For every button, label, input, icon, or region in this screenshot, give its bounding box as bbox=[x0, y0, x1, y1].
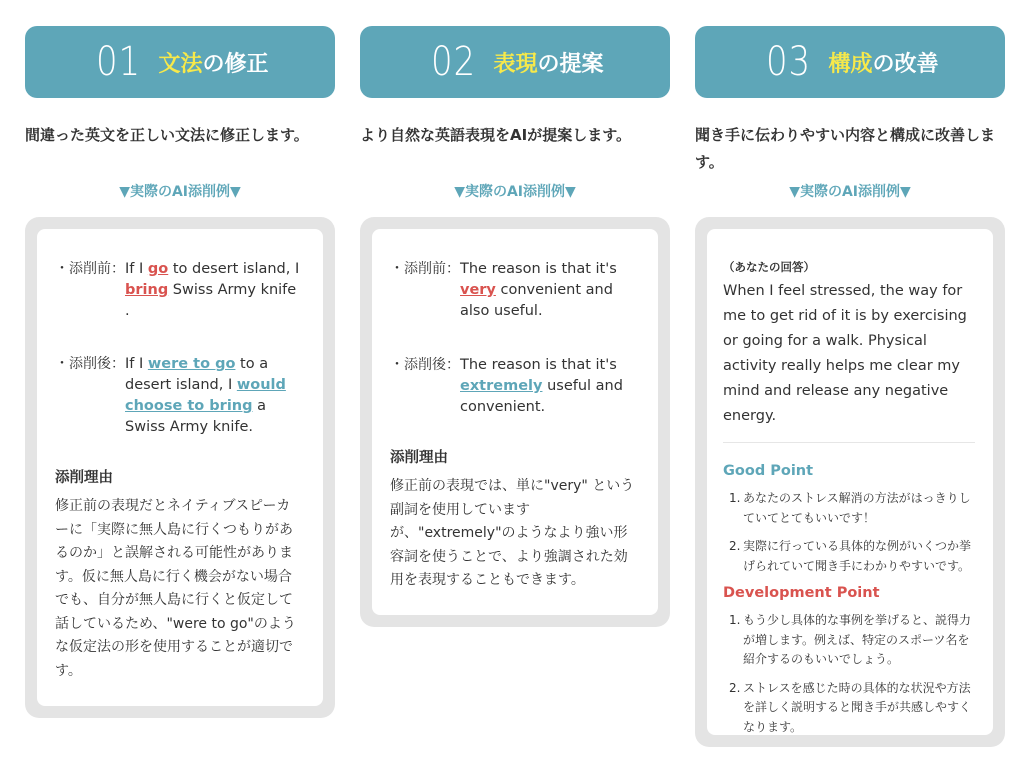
reason-text: 修正前の表現では、単に"very" という副詞を使用していますが、"extremely"のようなより強い形容詞を使うことで、より強調された効用を表現することもできます。 bbox=[390, 478, 635, 588]
example-card bbox=[37, 229, 323, 706]
development-point-list bbox=[723, 611, 975, 737]
example-frame bbox=[360, 217, 670, 627]
text-part: to desert island, I bbox=[168, 261, 300, 277]
text-part: a Swiss Army knife. bbox=[125, 398, 266, 435]
header-title-rest: の提案 bbox=[537, 51, 604, 77]
header-title-highlight: 構成 bbox=[828, 51, 873, 77]
example-frame bbox=[25, 217, 335, 718]
text-part: The reason is that it's bbox=[460, 261, 617, 277]
after-text bbox=[460, 355, 638, 418]
header-number: 01 bbox=[95, 39, 141, 85]
corrected-word: were to go bbox=[147, 356, 236, 372]
example-label: ▼実際のAI添削例▼ bbox=[454, 184, 576, 200]
reason-text: 修正前の表現だとネイティブスピーカーに「実際に無人島に行くつもりがあるのか」と誤解される可能性があります。仮に無人島に行く機会がない場合でも、自分が無人島に行くと仮定して話しているため、"were to go"のような仮定法の形を使用することが適切です。 bbox=[55, 498, 296, 679]
after-tag: ・添削後： bbox=[55, 356, 125, 372]
error-word: bring bbox=[125, 282, 169, 298]
header-expression bbox=[360, 26, 670, 98]
example-card bbox=[707, 229, 993, 735]
item-text: 実際に行っている具体的な例がいくつか挙げられていて聞き手にわかりやすいです。 bbox=[743, 539, 972, 573]
header-title-highlight: 表現 bbox=[493, 51, 538, 77]
text-part: Swiss Army knife . bbox=[125, 282, 297, 319]
after-row bbox=[55, 354, 303, 438]
list-item bbox=[723, 537, 975, 576]
example-label: ▼実際のAI添削例▼ bbox=[789, 184, 911, 200]
good-point-list bbox=[723, 489, 975, 576]
after-text bbox=[125, 354, 303, 438]
development-point-heading: Development Point bbox=[723, 585, 880, 601]
description: より自然な英語表現をAIが提案します。 bbox=[360, 126, 631, 144]
header-number: 03 bbox=[765, 39, 811, 85]
divider bbox=[723, 442, 975, 443]
item-text: もう少し具体的な事例を挙げると、説得力が増します。例えば、特定のスポーツ名を紹介するのもいいでしょう。 bbox=[743, 613, 972, 666]
list-item bbox=[723, 679, 975, 738]
header-title-rest: の修正 bbox=[202, 51, 269, 77]
header-title bbox=[828, 47, 938, 78]
item-text: ストレスを感じた時の具体的な状況や方法を詳しく説明すると聞き手が共感しやすくなります。 bbox=[743, 680, 972, 734]
error-word: very bbox=[460, 282, 496, 298]
reason-heading: 添削理由 bbox=[390, 450, 448, 466]
example-label: ▼実際のAI添削例▼ bbox=[119, 184, 241, 200]
text-part: If I bbox=[125, 261, 148, 277]
item-number: 2. bbox=[729, 680, 741, 695]
good-point-heading: Good Point bbox=[723, 463, 814, 479]
corrected-word: would choose to bring bbox=[125, 377, 286, 414]
item-number: 2. bbox=[729, 539, 741, 553]
item-number: 1. bbox=[729, 613, 741, 627]
header-title bbox=[158, 47, 268, 78]
before-text bbox=[460, 259, 638, 322]
after-row bbox=[390, 355, 638, 418]
after-tag: ・添削後： bbox=[390, 357, 460, 373]
before-row bbox=[390, 259, 638, 322]
text-part: useful and convenient. bbox=[460, 378, 623, 415]
before-tag: ・添削前： bbox=[55, 261, 125, 277]
header-number: 02 bbox=[430, 39, 476, 85]
header-title bbox=[493, 47, 603, 78]
before-tag: ・添削前： bbox=[390, 261, 460, 277]
answer-heading: （あなたの回答） bbox=[723, 260, 815, 274]
list-item bbox=[723, 611, 975, 670]
corrected-word: extremely bbox=[460, 378, 543, 394]
answer-text: When I feel stressed, the way for me to get rid of it is by exercising or going for a walk. Physical activity really helps me clear my mind and release any negative energy. bbox=[723, 283, 967, 424]
item-text: あなたのストレス解消の方法がはっきりしていてとてもいいです！ bbox=[743, 491, 971, 525]
item-number: 1. bbox=[729, 491, 741, 505]
example-card bbox=[372, 229, 658, 615]
header-grammar bbox=[25, 26, 335, 98]
before-row bbox=[55, 259, 303, 322]
text-part: If I bbox=[125, 356, 148, 372]
text-part: to a desert island, I bbox=[125, 356, 269, 393]
reason-heading: 添削理由 bbox=[55, 470, 113, 486]
description: 聞き手に伝わりやすい内容と構成に改善します。 bbox=[695, 126, 996, 171]
header-title-highlight: 文法 bbox=[158, 51, 203, 77]
description: 間違った英文を正しい文法に修正します。 bbox=[25, 126, 309, 144]
text-part: The reason is that it's bbox=[460, 357, 617, 373]
header-structure bbox=[695, 26, 1005, 98]
list-item bbox=[723, 489, 975, 528]
header-title-rest: の改善 bbox=[872, 51, 939, 77]
example-frame bbox=[695, 217, 1005, 747]
before-text bbox=[125, 259, 303, 322]
text-part: convenient and also useful. bbox=[460, 282, 613, 319]
error-word: go bbox=[147, 261, 169, 277]
